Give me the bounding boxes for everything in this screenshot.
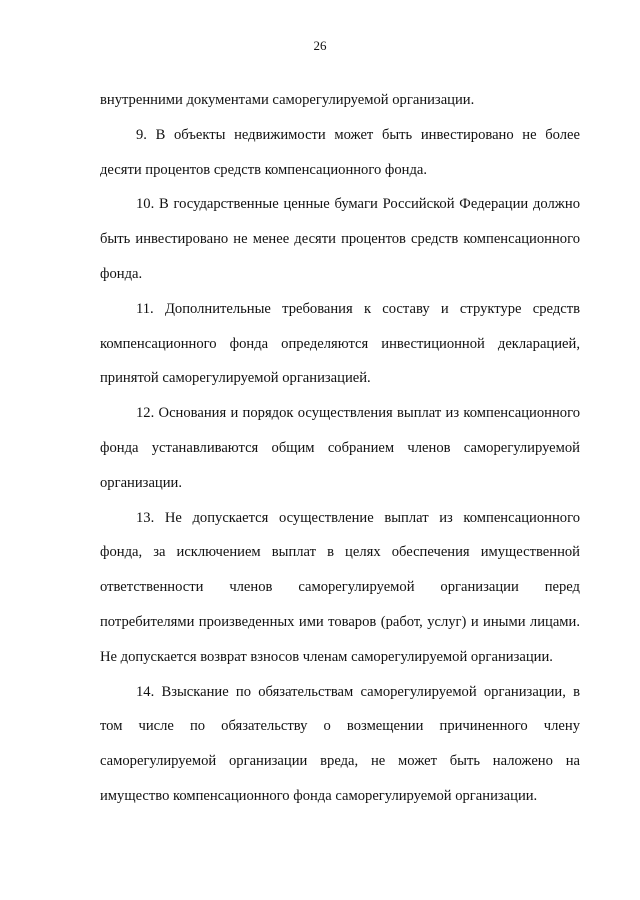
paragraph-10: 10. В государственные ценные бумаги Российской Федерации должно быть инвестировано не менее десяти процентов средств компенсационного фонда. [100,196,580,282]
paragraph-14: 14. Взыскание по обязательствам саморегулируемой организации, в том числе по обязательству о возмещении причиненного члену саморегулируемой организации вреда, не может быть наложено на имущество компенсационного фонда саморегулируемой организации. [100,683,580,804]
page-number: 26 [313,38,327,53]
paragraph-12: 12. Основания и порядок осуществления выплат из компенсационного фонда устанавливаются общим собранием членов саморегулируемой организации. [100,405,580,491]
paragraph-13: 13. Не допускается осуществление выплат из компенсационного фонда, за исключением выплат в целях обеспечения имущественной ответственности членов саморегулируемой организации перед потребителями произведенных ими товаров (работ, услуг) и иными лицами. Не допускается возврат взносов членам саморегулируемой организации. [100,509,580,665]
paragraph-11: 11. Дополнительные требования к составу и структуре средств компенсационного фонда определяются инвестиционной декларацией, принятой саморегулируемой организацией. [100,300,580,387]
paragraph-9: 9. В объекты недвижимости может быть инвестировано не более десяти процентов средств компенсационного фонда. [100,126,580,178]
document-body [100,83,580,814]
paragraph-continuation: внутренними документами саморегулируемой организации. [100,92,475,108]
